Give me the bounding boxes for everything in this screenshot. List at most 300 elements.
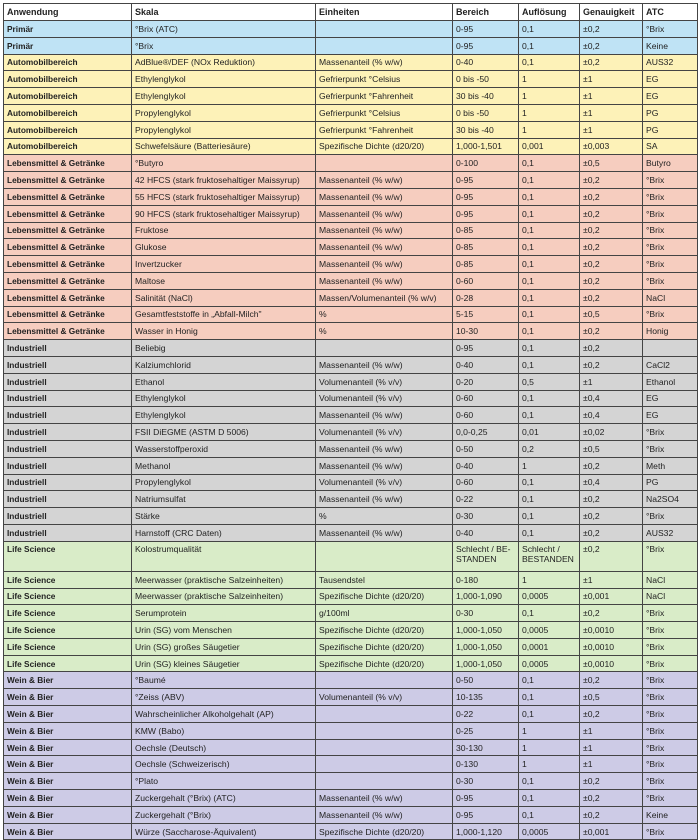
anwendung-cell: Life Science (4, 541, 132, 571)
skala-cell: Ethylenglykol (132, 88, 316, 105)
atc-cell: Ethanol (643, 373, 698, 390)
aufloesung-cell: 0,1 (519, 205, 580, 222)
anwendung-cell: Industriell (4, 508, 132, 525)
genauigkeit-cell: ±0,2 (580, 672, 643, 689)
bereich-cell: 0-130 (453, 756, 519, 773)
bereich-cell: 0-95 (453, 790, 519, 807)
aufloesung-cell: 0,1 (519, 21, 580, 38)
anwendung-cell: Lebensmittel & Getränke (4, 188, 132, 205)
einheiten-cell: Volumenanteil (% v/v) (316, 424, 453, 441)
anwendung-cell: Automobilbereich (4, 138, 132, 155)
bereich-cell: 0-40 (453, 457, 519, 474)
atc-cell: °Brix (643, 672, 698, 689)
anwendung-cell: Wein & Bier (4, 739, 132, 756)
genauigkeit-cell: ±0,2 (580, 172, 643, 189)
einheiten-cell: g/100ml (316, 605, 453, 622)
table-row (4, 806, 698, 823)
genauigkeit-cell: ±0,2 (580, 239, 643, 256)
einheiten-cell (316, 340, 453, 357)
skala-cell: °Butyro (132, 155, 316, 172)
aufloesung-cell: 0,1 (519, 188, 580, 205)
atc-cell: °Brix (643, 222, 698, 239)
atc-cell: NaCl (643, 571, 698, 588)
skala-cell: 90 HFCS (stark fruktosehaltiger Maissyrup) (132, 205, 316, 222)
skala-cell: Ethanol (132, 373, 316, 390)
anwendung-cell: Industriell (4, 424, 132, 441)
table-row (4, 121, 698, 138)
genauigkeit-cell: ±0,2 (580, 356, 643, 373)
einheiten-cell: Massenanteil (% w/w) (316, 806, 453, 823)
anwendung-cell: Life Science (4, 622, 132, 639)
bereich-cell: 0-60 (453, 474, 519, 491)
table-row (4, 605, 698, 622)
aufloesung-cell: 0,1 (519, 54, 580, 71)
skala-cell: Urin (SG) kleines Säugetier (132, 655, 316, 672)
anwendung-cell: Wein & Bier (4, 823, 132, 840)
genauigkeit-cell: ±0,001 (580, 588, 643, 605)
bereich-cell: 0-95 (453, 188, 519, 205)
atc-cell: °Brix (643, 306, 698, 323)
aufloesung-cell: 1 (519, 104, 580, 121)
anwendung-cell: Automobilbereich (4, 104, 132, 121)
bereich-cell: 0-50 (453, 672, 519, 689)
table-header (4, 4, 698, 21)
table-row (4, 622, 698, 639)
table-row (4, 373, 698, 390)
anwendung-cell: Wein & Bier (4, 790, 132, 807)
einheiten-cell: Tausendstel (316, 571, 453, 588)
skala-cell: °Brix (132, 37, 316, 54)
skala-cell: Würze (Saccharose-Äquivalent) (132, 823, 316, 840)
aufloesung-cell: 1 (519, 71, 580, 88)
skala-cell: FSII DiEGME (ASTM D 5006) (132, 424, 316, 441)
aufloesung-cell: 0,1 (519, 155, 580, 172)
atc-cell: Keine (643, 806, 698, 823)
atc-cell: °Brix (643, 239, 698, 256)
aufloesung-cell: 1 (519, 457, 580, 474)
scale-table-container (3, 3, 697, 840)
atc-cell: °Brix (643, 440, 698, 457)
aufloesung-cell: 0,1 (519, 491, 580, 508)
genauigkeit-cell: ±0,4 (580, 474, 643, 491)
aufloesung-cell: Schlecht / BESTANDEN (519, 541, 580, 571)
atc-cell: AUS32 (643, 524, 698, 541)
einheiten-cell (316, 541, 453, 571)
table-row (4, 323, 698, 340)
column-header-genauigkeit: Genauigkeit (580, 4, 643, 21)
skala-cell: Meerwasser (praktische Salzeinheiten) (132, 571, 316, 588)
einheiten-cell: Spezifische Dichte (d20/20) (316, 138, 453, 155)
bereich-cell: 5-15 (453, 306, 519, 323)
table-row (4, 104, 698, 121)
skala-cell: °Baumé (132, 672, 316, 689)
bereich-cell: 1,000-1,050 (453, 655, 519, 672)
bereich-cell: 0-95 (453, 172, 519, 189)
aufloesung-cell: 1 (519, 88, 580, 105)
table-row (4, 407, 698, 424)
einheiten-cell: Massenanteil (% w/w) (316, 272, 453, 289)
genauigkeit-cell: ±0,5 (580, 689, 643, 706)
skala-cell: Stärke (132, 508, 316, 525)
bereich-cell: 0-95 (453, 806, 519, 823)
genauigkeit-cell: ±0,5 (580, 155, 643, 172)
genauigkeit-cell: ±0,5 (580, 440, 643, 457)
skala-cell: Serumprotein (132, 605, 316, 622)
atc-cell: PG (643, 104, 698, 121)
column-header-skala: Skala (132, 4, 316, 21)
aufloesung-cell: 0,1 (519, 239, 580, 256)
skala-cell: Urin (SG) großes Säugetier (132, 638, 316, 655)
bereich-cell: 0,0-0,25 (453, 424, 519, 441)
atc-cell: °Brix (643, 205, 698, 222)
skala-cell: Oechsle (Deutsch) (132, 739, 316, 756)
table-row (4, 508, 698, 525)
table-row (4, 722, 698, 739)
table-row (4, 54, 698, 71)
bereich-cell: 0-40 (453, 524, 519, 541)
atc-cell: °Brix (643, 689, 698, 706)
einheiten-cell: Massenanteil (% w/w) (316, 205, 453, 222)
einheiten-cell: Volumenanteil (% v/v) (316, 474, 453, 491)
atc-cell: EG (643, 390, 698, 407)
genauigkeit-cell: ±0,2 (580, 541, 643, 571)
atc-cell: °Brix (643, 541, 698, 571)
skala-cell: 42 HFCS (stark fruktosehaltiger Maissyrup) (132, 172, 316, 189)
genauigkeit-cell: ±0,001 (580, 823, 643, 840)
bereich-cell: 0 bis -50 (453, 104, 519, 121)
genauigkeit-cell: ±0,2 (580, 773, 643, 790)
genauigkeit-cell: ±1 (580, 722, 643, 739)
atc-cell: EG (643, 407, 698, 424)
einheiten-cell: Massenanteil (% w/w) (316, 457, 453, 474)
aufloesung-cell: 0,1 (519, 605, 580, 622)
table-row (4, 424, 698, 441)
table-row (4, 756, 698, 773)
table-row (4, 21, 698, 38)
bereich-cell: 10-30 (453, 323, 519, 340)
aufloesung-cell: 0,1 (519, 306, 580, 323)
bereich-cell: 0-95 (453, 340, 519, 357)
skala-cell: °Brix (ATC) (132, 21, 316, 38)
bereich-cell: 0-30 (453, 773, 519, 790)
genauigkeit-cell: ±0,2 (580, 790, 643, 807)
table-row (4, 289, 698, 306)
anwendung-cell: Wein & Bier (4, 756, 132, 773)
atc-cell: PG (643, 121, 698, 138)
bereich-cell: 0-95 (453, 205, 519, 222)
genauigkeit-cell: ±0,0010 (580, 638, 643, 655)
aufloesung-cell: 0,1 (519, 340, 580, 357)
anwendung-cell: Life Science (4, 638, 132, 655)
atc-cell: NaCl (643, 289, 698, 306)
bereich-cell: 0-40 (453, 356, 519, 373)
skala-cell: Invertzucker (132, 256, 316, 273)
einheiten-cell: Massenanteil (% w/w) (316, 239, 453, 256)
bereich-cell: 0-30 (453, 508, 519, 525)
genauigkeit-cell: ±0,2 (580, 491, 643, 508)
skala-cell: Methanol (132, 457, 316, 474)
skala-cell: °Zeiss (ABV) (132, 689, 316, 706)
skala-cell: Salinität (NaCl) (132, 289, 316, 306)
bereich-cell: 0-22 (453, 491, 519, 508)
bereich-cell: 30 bis -40 (453, 121, 519, 138)
table-row (4, 138, 698, 155)
skala-cell: Fruktose (132, 222, 316, 239)
atc-cell: Na2SO4 (643, 491, 698, 508)
einheiten-cell: Massenanteil (% w/w) (316, 188, 453, 205)
anwendung-cell: Industriell (4, 474, 132, 491)
anwendung-cell: Automobilbereich (4, 71, 132, 88)
atc-cell (643, 340, 698, 357)
anwendung-cell: Primär (4, 37, 132, 54)
genauigkeit-cell: ±1 (580, 104, 643, 121)
skala-cell: Schwefelsäure (Batteriesäure) (132, 138, 316, 155)
genauigkeit-cell: ±1 (580, 88, 643, 105)
genauigkeit-cell: ±0,2 (580, 323, 643, 340)
column-header-bereich: Bereich (453, 4, 519, 21)
bereich-cell: 1,000-1,120 (453, 823, 519, 840)
bereich-cell: 10-135 (453, 689, 519, 706)
genauigkeit-cell: ±0,003 (580, 138, 643, 155)
skala-cell: Ethylenglykol (132, 71, 316, 88)
anwendung-cell: Wein & Bier (4, 722, 132, 739)
skala-cell: KMW (Babo) (132, 722, 316, 739)
einheiten-cell: Massenanteil (% w/w) (316, 491, 453, 508)
einheiten-cell: % (316, 508, 453, 525)
genauigkeit-cell: ±0,4 (580, 390, 643, 407)
anwendung-cell: Industriell (4, 440, 132, 457)
atc-cell: °Brix (643, 790, 698, 807)
atc-cell: °Brix (643, 256, 698, 273)
atc-cell: °Brix (643, 508, 698, 525)
table-row (4, 222, 698, 239)
aufloesung-cell: 1 (519, 756, 580, 773)
table-row (4, 689, 698, 706)
table-row (4, 37, 698, 54)
aufloesung-cell: 0,1 (519, 524, 580, 541)
genauigkeit-cell: ±0,2 (580, 457, 643, 474)
bereich-cell: 0 bis -50 (453, 71, 519, 88)
bereich-cell: 0-20 (453, 373, 519, 390)
einheiten-cell (316, 756, 453, 773)
anwendung-cell: Industriell (4, 407, 132, 424)
einheiten-cell: % (316, 323, 453, 340)
atc-cell: °Brix (643, 756, 698, 773)
table-row (4, 239, 698, 256)
einheiten-cell: Massenanteil (% w/w) (316, 256, 453, 273)
anwendung-cell: Lebensmittel & Getränke (4, 289, 132, 306)
skala-cell: Beliebig (132, 340, 316, 357)
einheiten-cell: Massenanteil (% w/w) (316, 524, 453, 541)
einheiten-cell: Volumenanteil (% v/v) (316, 689, 453, 706)
column-header-atc: ATC (643, 4, 698, 21)
genauigkeit-cell: ±1 (580, 739, 643, 756)
aufloesung-cell: 0,2 (519, 440, 580, 457)
anwendung-cell: Industriell (4, 373, 132, 390)
skala-cell: Glukose (132, 239, 316, 256)
genauigkeit-cell: ±1 (580, 373, 643, 390)
bereich-cell: 0-85 (453, 239, 519, 256)
anwendung-cell: Automobilbereich (4, 88, 132, 105)
genauigkeit-cell: ±0,2 (580, 205, 643, 222)
skala-cell: Kolostrumqualität (132, 541, 316, 571)
anwendung-cell: Industriell (4, 356, 132, 373)
aufloesung-cell: 0,1 (519, 222, 580, 239)
anwendung-cell: Life Science (4, 655, 132, 672)
einheiten-cell: Gefrierpunkt °Fahrenheit (316, 121, 453, 138)
atc-cell: EG (643, 71, 698, 88)
table-row (4, 172, 698, 189)
atc-cell: SA (643, 138, 698, 155)
skala-cell: Zuckergehalt (°Brix) (132, 806, 316, 823)
anwendung-cell: Lebensmittel & Getränke (4, 172, 132, 189)
anwendung-cell: Wein & Bier (4, 672, 132, 689)
anwendung-cell: Automobilbereich (4, 54, 132, 71)
anwendung-cell: Wein & Bier (4, 706, 132, 723)
einheiten-cell: Massenanteil (% w/w) (316, 356, 453, 373)
einheiten-cell: Spezifische Dichte (d20/20) (316, 638, 453, 655)
table-row (4, 638, 698, 655)
skala-cell: °Plato (132, 773, 316, 790)
genauigkeit-cell: ±0,2 (580, 21, 643, 38)
table-row (4, 188, 698, 205)
anwendung-cell: Primär (4, 21, 132, 38)
aufloesung-cell: 0,1 (519, 256, 580, 273)
einheiten-cell: Massenanteil (% w/w) (316, 790, 453, 807)
einheiten-cell (316, 706, 453, 723)
bereich-cell: 0-40 (453, 54, 519, 71)
table-row (4, 155, 698, 172)
atc-cell: °Brix (643, 655, 698, 672)
aufloesung-cell: 0,1 (519, 356, 580, 373)
atc-cell: Honig (643, 323, 698, 340)
bereich-cell: 0-30 (453, 605, 519, 622)
anwendung-cell: Automobilbereich (4, 121, 132, 138)
bereich-cell: 0-25 (453, 722, 519, 739)
table-row (4, 88, 698, 105)
aufloesung-cell: 0,1 (519, 390, 580, 407)
anwendung-cell: Lebensmittel & Getränke (4, 323, 132, 340)
table-row (4, 491, 698, 508)
bereich-cell: 0-95 (453, 37, 519, 54)
bereich-cell: 0-85 (453, 222, 519, 239)
skala-cell: Kalziumchlorid (132, 356, 316, 373)
aufloesung-cell: 0,01 (519, 424, 580, 441)
aufloesung-cell: 0,1 (519, 806, 580, 823)
table-row (4, 773, 698, 790)
aufloesung-cell: 0,0005 (519, 655, 580, 672)
anwendung-cell: Lebensmittel & Getränke (4, 155, 132, 172)
genauigkeit-cell: ±0,2 (580, 54, 643, 71)
atc-cell: °Brix (643, 773, 698, 790)
aufloesung-cell: 0,5 (519, 373, 580, 390)
anwendung-cell: Wein & Bier (4, 806, 132, 823)
header-row (4, 4, 698, 21)
table-row (4, 306, 698, 323)
atc-cell: °Brix (643, 424, 698, 441)
skala-cell: Zuckergehalt (°Brix) (ATC) (132, 790, 316, 807)
skala-cell: Gesamtfeststoffe in „Abfall-Milch" (132, 306, 316, 323)
skala-cell: Propylenglykol (132, 104, 316, 121)
einheiten-cell (316, 739, 453, 756)
einheiten-cell (316, 672, 453, 689)
genauigkeit-cell: ±0,02 (580, 424, 643, 441)
anwendung-cell: Lebensmittel & Getränke (4, 306, 132, 323)
aufloesung-cell: 0,1 (519, 474, 580, 491)
genauigkeit-cell: ±0,2 (580, 508, 643, 525)
genauigkeit-cell: ±0,5 (580, 306, 643, 323)
anwendung-cell: Wein & Bier (4, 689, 132, 706)
genauigkeit-cell: ±1 (580, 121, 643, 138)
genauigkeit-cell: ±0,2 (580, 272, 643, 289)
bereich-cell: 1,000-1,090 (453, 588, 519, 605)
table-row (4, 672, 698, 689)
atc-cell: °Brix (643, 188, 698, 205)
table-body (4, 21, 698, 840)
bereich-cell: 30-130 (453, 739, 519, 756)
table-row (4, 71, 698, 88)
einheiten-cell: Spezifische Dichte (d20/20) (316, 622, 453, 639)
aufloesung-cell: 0,0001 (519, 638, 580, 655)
aufloesung-cell: 0,1 (519, 706, 580, 723)
atc-cell: °Brix (643, 272, 698, 289)
table-row (4, 790, 698, 807)
table-row (4, 655, 698, 672)
skala-cell: Maltose (132, 272, 316, 289)
aufloesung-cell: 0,1 (519, 672, 580, 689)
table-row (4, 390, 698, 407)
genauigkeit-cell: ±0,0010 (580, 622, 643, 639)
table-row (4, 524, 698, 541)
aufloesung-cell: 1 (519, 121, 580, 138)
einheiten-cell: Gefrierpunkt °Fahrenheit (316, 88, 453, 105)
skala-cell: AdBlue®/DEF (NOx Reduktion) (132, 54, 316, 71)
atc-cell: Meth (643, 457, 698, 474)
aufloesung-cell: 0,001 (519, 138, 580, 155)
skala-cell: Harnstoff (CRC Daten) (132, 524, 316, 541)
table-row (4, 272, 698, 289)
anwendung-cell: Industriell (4, 390, 132, 407)
atc-cell: °Brix (643, 823, 698, 840)
einheiten-cell (316, 21, 453, 38)
atc-cell: °Brix (643, 638, 698, 655)
genauigkeit-cell: ±0,4 (580, 407, 643, 424)
skala-cell: Propylenglykol (132, 474, 316, 491)
table-row (4, 706, 698, 723)
atc-cell: CaCl2 (643, 356, 698, 373)
scale-table (3, 3, 698, 840)
genauigkeit-cell: ±0,2 (580, 524, 643, 541)
column-header-einheiten: Einheiten (316, 4, 453, 21)
skala-cell: Ethylenglykol (132, 390, 316, 407)
aufloesung-cell: 0,1 (519, 689, 580, 706)
table-row (4, 440, 698, 457)
table-row (4, 739, 698, 756)
bereich-cell: 0-50 (453, 440, 519, 457)
atc-cell: °Brix (643, 21, 698, 38)
einheiten-cell: Massenanteil (% w/w) (316, 222, 453, 239)
bereich-cell: 0-60 (453, 407, 519, 424)
bereich-cell: 0-100 (453, 155, 519, 172)
table-row (4, 457, 698, 474)
genauigkeit-cell: ±0,2 (580, 706, 643, 723)
anwendung-cell: Industriell (4, 340, 132, 357)
atc-cell: EG (643, 88, 698, 105)
anwendung-cell: Lebensmittel & Getränke (4, 239, 132, 256)
einheiten-cell: Spezifische Dichte (d20/20) (316, 655, 453, 672)
einheiten-cell: % (316, 306, 453, 323)
aufloesung-cell: 0,1 (519, 773, 580, 790)
